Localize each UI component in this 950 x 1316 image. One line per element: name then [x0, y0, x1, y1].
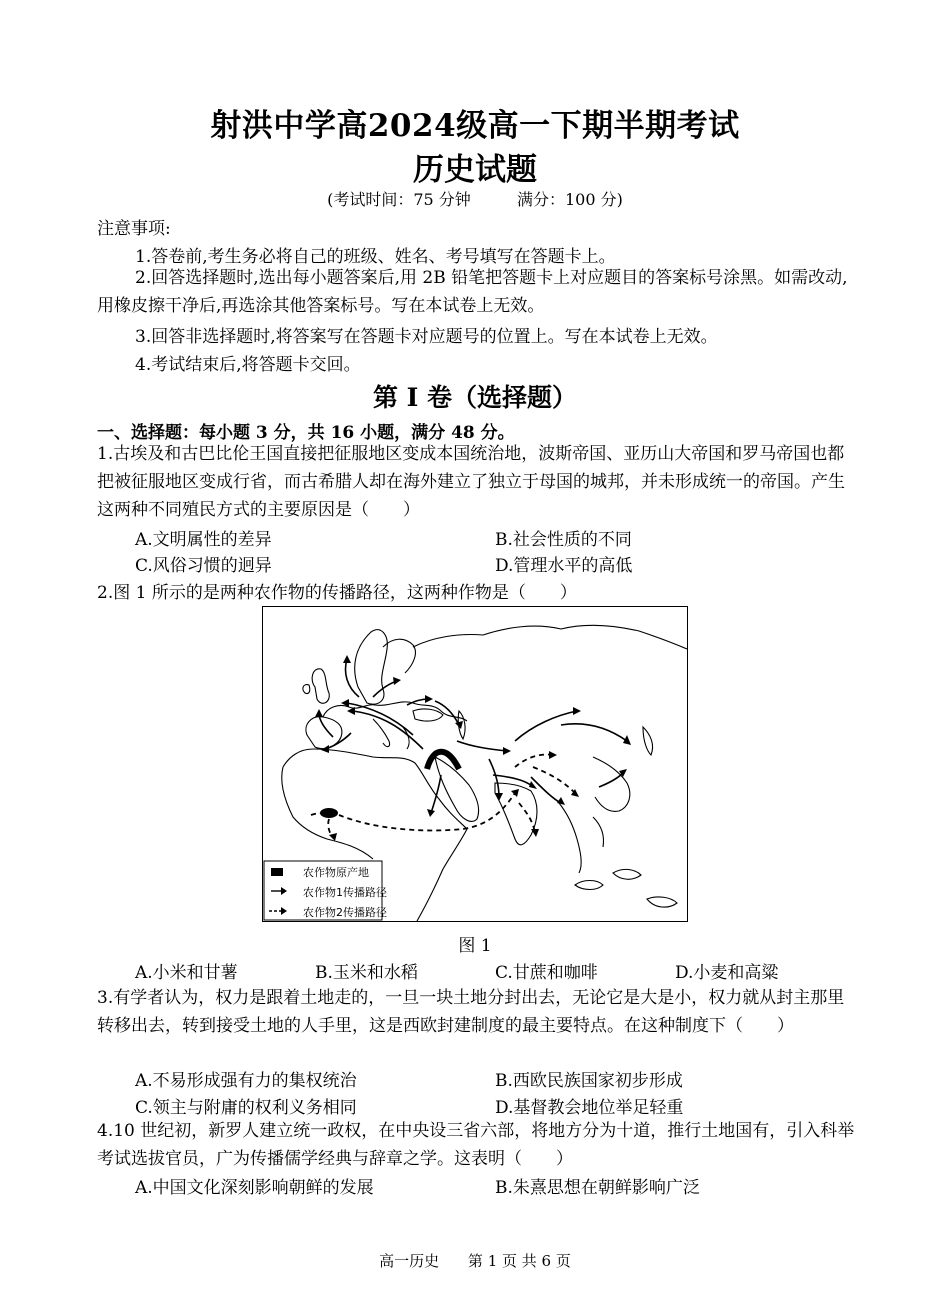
crop1-origin-region — [427, 752, 459, 769]
question-1-stem: 1.古埃及和古巴比伦王国直接把征服地区变成本国统治地，波斯帝国、亚历山大帝国和罗马帝国也都把被征服地区变成行省，而古希腊人却在海外建立了独立于母国的城邦，并未形成统一的帝国。产生这两种不同殖民方式的主要原因是（ ） — [97, 444, 845, 520]
exam-time: (考试时间：75 分钟 — [327, 190, 471, 209]
notice-item-4: 4.考试结束后,将答题卡交回。 — [135, 355, 361, 375]
q1-option-d: D.管理水平的高低 — [495, 556, 633, 576]
section-title: 第 I 卷（选择题） — [372, 383, 578, 412]
exam-score: 满分：100 分) — [517, 190, 623, 209]
exam-title: 射洪中学高2024级高一下期半期考试 — [210, 108, 740, 144]
q2-option-b: B.玉米和水稻 — [315, 963, 418, 983]
notice-item-3: 3.回答非选择题时,将答案写在答题卡对应题号的位置上。写在本试卷上无效。 — [135, 327, 718, 347]
footer-course: 高一历史 — [379, 1252, 440, 1270]
footer-page-number: 第 1 页 共 6 页 — [467, 1252, 571, 1270]
crop-spread-map — [262, 606, 688, 922]
question-3-stem: 3.有学者认为，权力是跟着土地走的，一旦一块土地分封出去，无论它是大是小，权力就从封主那里转移出去，转到接受土地的人手里，这是西欧封建制度的最主要特点。在这种制度下（ ） — [97, 988, 845, 1036]
q2-option-a: A.小米和甘薯 — [135, 963, 238, 983]
legend-origin-swatch — [271, 868, 283, 876]
notice-item-1: 1.答卷前,考生务必将自己的班级、姓名、考号填写在答题卡上。 — [135, 247, 616, 267]
question-4-stem: 4.10 世纪初，新罗人建立统一政权，在中央设三省六部，将地方分为十道，推行土地国有，引入科举考试选拔官员，广为传播儒学经典与辞章之学。这表明（ ） — [97, 1121, 855, 1169]
q1-option-a: A.文明属性的差异 — [135, 530, 272, 550]
legend-crop2-label: 农作物2传播路径 — [303, 906, 387, 919]
notice-item-2: 2.回答选择题时,选出每小题答案后,用 2B 铅笔把答题卡上对应题目的答案标号涂黑。如需改动,用橡皮擦干净后,再选涂其他答案标号。写在本试卷上无效。 — [97, 268, 848, 316]
crop1-routes — [319, 659, 627, 813]
q3-option-b: B.西欧民族国家初步形成 — [495, 1071, 683, 1091]
q3-option-d: D.基督教会地位举足轻重 — [495, 1098, 684, 1118]
subject-title: 历史试题 — [413, 152, 537, 188]
map-figure — [263, 607, 687, 921]
q4-option-a: A.中国文化深刻影响朝鲜的发展 — [135, 1178, 374, 1198]
q1-option-c: C.风俗习惯的迥异 — [135, 556, 272, 576]
question-2-stem: 2.图 1 所示的是两种农作物的传播路径，这两种作物是（ ） — [97, 583, 577, 603]
q3-option-c: C.领主与附庸的权利义务相同 — [135, 1098, 357, 1118]
part-heading: 一、选择题：每小题 3 分，共 16 小题，满分 48 分。 — [97, 423, 515, 443]
q2-option-c: C.甘蔗和咖啡 — [495, 963, 598, 983]
notice-heading: 注意事项: — [97, 219, 171, 239]
exam-meta — [0, 187, 950, 210]
q4-option-b: B.朱熹思想在朝鲜影响广泛 — [495, 1178, 700, 1198]
legend-origin-label: 农作物原产地 — [303, 866, 369, 879]
q3-option-a: A.不易形成强有力的集权统治 — [135, 1071, 357, 1091]
figure-caption: 图 1 — [458, 936, 492, 956]
q1-option-b: B.社会性质的不同 — [495, 530, 632, 550]
legend-crop1-label: 农作物1传播路径 — [303, 886, 387, 899]
page-footer — [0, 1250, 950, 1271]
q2-option-d: D.小麦和高粱 — [675, 963, 779, 983]
